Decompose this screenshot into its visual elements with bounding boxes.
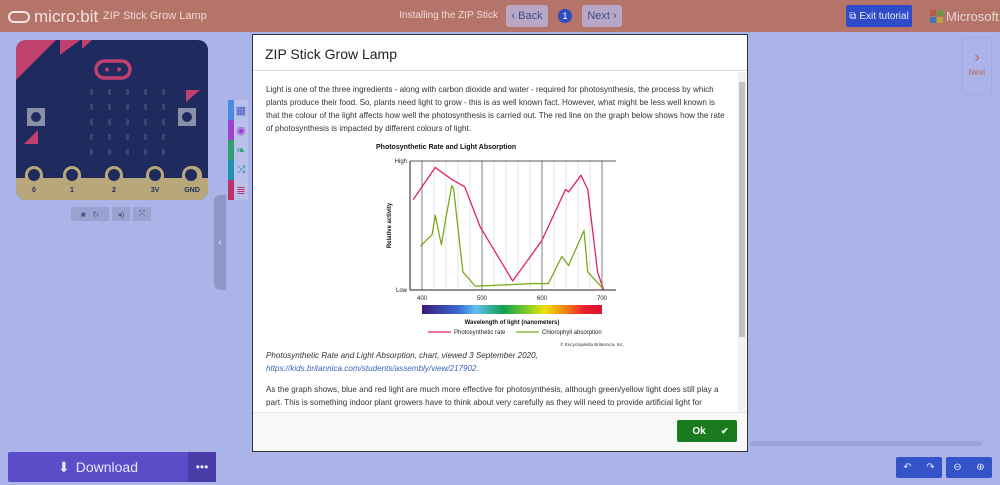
pin-3v[interactable]: 3V [146, 166, 164, 200]
undo-icon[interactable]: ↶ [903, 462, 912, 473]
dialog-title: ZIP Stick Grow Lamp [253, 35, 747, 71]
redo-icon[interactable]: ↷ [926, 462, 935, 473]
ok-button[interactable] [677, 420, 737, 442]
list-icon: ≣ [236, 184, 246, 197]
tutorial-dialog [252, 34, 748, 452]
led [162, 149, 165, 155]
link-suffix: . [476, 364, 479, 373]
led [108, 89, 111, 95]
download-icon: ⬇ [58, 458, 70, 475]
next-panel-label: Next [968, 68, 986, 77]
next-button[interactable] [582, 5, 622, 27]
led [108, 134, 111, 140]
sim-stop-restart-group [71, 207, 109, 221]
chevron-left-icon: ‹ [218, 237, 222, 248]
led [144, 104, 147, 110]
project-name: ZIP Stick Grow Lamp [103, 10, 207, 22]
tutorial-next-panel[interactable] [962, 37, 992, 95]
ok-label: Ok [692, 425, 706, 437]
chart-caption [266, 349, 726, 375]
checkmark-icon: ✔ [721, 425, 729, 436]
radio-icon: ◉ [236, 124, 246, 137]
legend-label-0: Photosynthetic rate [454, 330, 506, 336]
next-label: Next [587, 10, 610, 22]
microbit-logo[interactable] [8, 7, 98, 27]
back-label: Back [518, 10, 543, 22]
toolbox-variables[interactable] [228, 180, 248, 200]
logo-text: micro:bit [34, 7, 99, 26]
series-line-0 [413, 167, 604, 290]
scrollbar-thumb[interactable] [739, 82, 745, 337]
led [144, 89, 147, 95]
x-tick-label: 400 [416, 296, 428, 302]
led [126, 134, 129, 140]
source-link[interactable]: https://kids.britannica.com/students/assembly/view/217902 [266, 364, 477, 373]
zoom-in-icon[interactable]: ⊕ [976, 462, 985, 473]
led [144, 134, 147, 140]
toolbox-led[interactable] [228, 140, 248, 160]
led [126, 89, 129, 95]
toolbox-basic[interactable] [228, 100, 248, 120]
restart-icon[interactable]: ↻ [92, 209, 100, 219]
microsoft-logo[interactable] [930, 9, 999, 24]
microbit-icon [8, 11, 30, 23]
exit-label: Exit tutorial [859, 10, 909, 22]
chevron-left-icon: ‹ [511, 10, 519, 22]
stop-icon[interactable]: ■ [80, 209, 86, 219]
led [162, 104, 165, 110]
pin-1[interactable]: 1 [63, 166, 81, 200]
led [126, 119, 129, 125]
button-a[interactable] [27, 108, 45, 126]
dialog-footer [253, 412, 747, 451]
chart-title: Photosynthetic Rate and Light Absorption [376, 144, 517, 151]
x-tick-label: 600 [536, 296, 548, 302]
toolbox-logic[interactable] [228, 160, 248, 180]
toolbox-input[interactable] [228, 120, 248, 140]
dialog-scrollbar[interactable] [738, 72, 746, 413]
led [162, 89, 165, 95]
exit-tutorial-button[interactable] [846, 5, 912, 27]
tutorial-step-title: Installing the ZIP Stick [399, 10, 498, 21]
more-options-button[interactable]: ••• [188, 452, 216, 482]
led [90, 149, 93, 155]
shuffle-icon: ⤨ [236, 163, 246, 176]
led [108, 119, 111, 125]
led [108, 149, 111, 155]
download-button[interactable] [8, 452, 188, 482]
back-button[interactable] [506, 5, 548, 27]
led [90, 119, 93, 125]
x-tick-label: 700 [596, 296, 608, 302]
legend-label-1: Chlorophyll absorption [542, 330, 602, 336]
y-axis-label: Relative activity [387, 202, 393, 249]
download-label: Download [75, 459, 138, 475]
microsoft-text: Microsoft [946, 9, 999, 24]
intro-paragraph: Light is one of the three ingredients - along with carbon dioxide and water - required for photosynthesis, the process by which plants produce their food. So, plants need light to grow - this is as well known fact. However, what might be less well known is that the colour of the light affects how well the photosynthesis is carried out. The red line on the graph below shows how the rate of photosynthesis is impacted by different colours of light. [266, 85, 725, 133]
y-tick-high: High [394, 159, 407, 165]
zoom-out-icon[interactable]: ⊖ [953, 462, 962, 473]
step-badge[interactable]: 1 [558, 9, 572, 23]
pin-0[interactable]: 0 [25, 166, 43, 200]
led [90, 89, 93, 95]
mute-icon[interactable]: ◂) [112, 207, 130, 221]
dialog-body [253, 72, 739, 413]
led [144, 119, 147, 125]
microsoft-squares-icon [930, 10, 943, 23]
button-b[interactable] [178, 108, 196, 126]
chevron-right-icon: › [974, 49, 980, 66]
led [90, 134, 93, 140]
led [126, 104, 129, 110]
pin-gnd[interactable]: GND [182, 166, 202, 200]
chevron-right-icon: › [609, 10, 617, 22]
pin-2[interactable]: 2 [105, 166, 123, 200]
collapse-simulator-button[interactable] [214, 195, 226, 290]
microbit-simulator[interactable] [16, 40, 208, 200]
zoom-group [946, 457, 992, 478]
header-bar [0, 0, 1000, 32]
leaf-icon: ❧ [236, 144, 246, 157]
undo-redo-group [896, 457, 942, 478]
x-axis-label: Wavelength of light (nanometers) [464, 320, 560, 326]
workspace-horizontal-scrollbar[interactable] [750, 441, 982, 446]
grid-icon: ▦ [235, 104, 247, 117]
explanation-paragraph: As the graph shows, blue and red light are much more effective for photosynthesis, although green/yellow light does still play a part. This is something indoor plant growers have to think about very carefully as they will need to provide artificial light for [266, 385, 719, 407]
led [162, 134, 165, 140]
series-line-1 [420, 186, 603, 289]
fullscreen-icon[interactable]: ⤧ [133, 207, 151, 221]
photosynthesis-chart [366, 139, 636, 349]
led [90, 104, 93, 110]
caption-text: Photosynthetic Rate and Light Absorption, chart, viewed 3 September 2020, [266, 351, 538, 360]
led [144, 149, 147, 155]
led [162, 119, 165, 125]
led [108, 104, 111, 110]
led [126, 149, 129, 155]
spectrum-bar [422, 305, 602, 314]
external-link-icon: ⧉ [849, 10, 857, 22]
chart-credit: © Encyclopædia Britannica, Inc. [560, 342, 624, 347]
y-tick-low: Low [395, 288, 407, 294]
x-tick-label: 500 [476, 296, 488, 302]
